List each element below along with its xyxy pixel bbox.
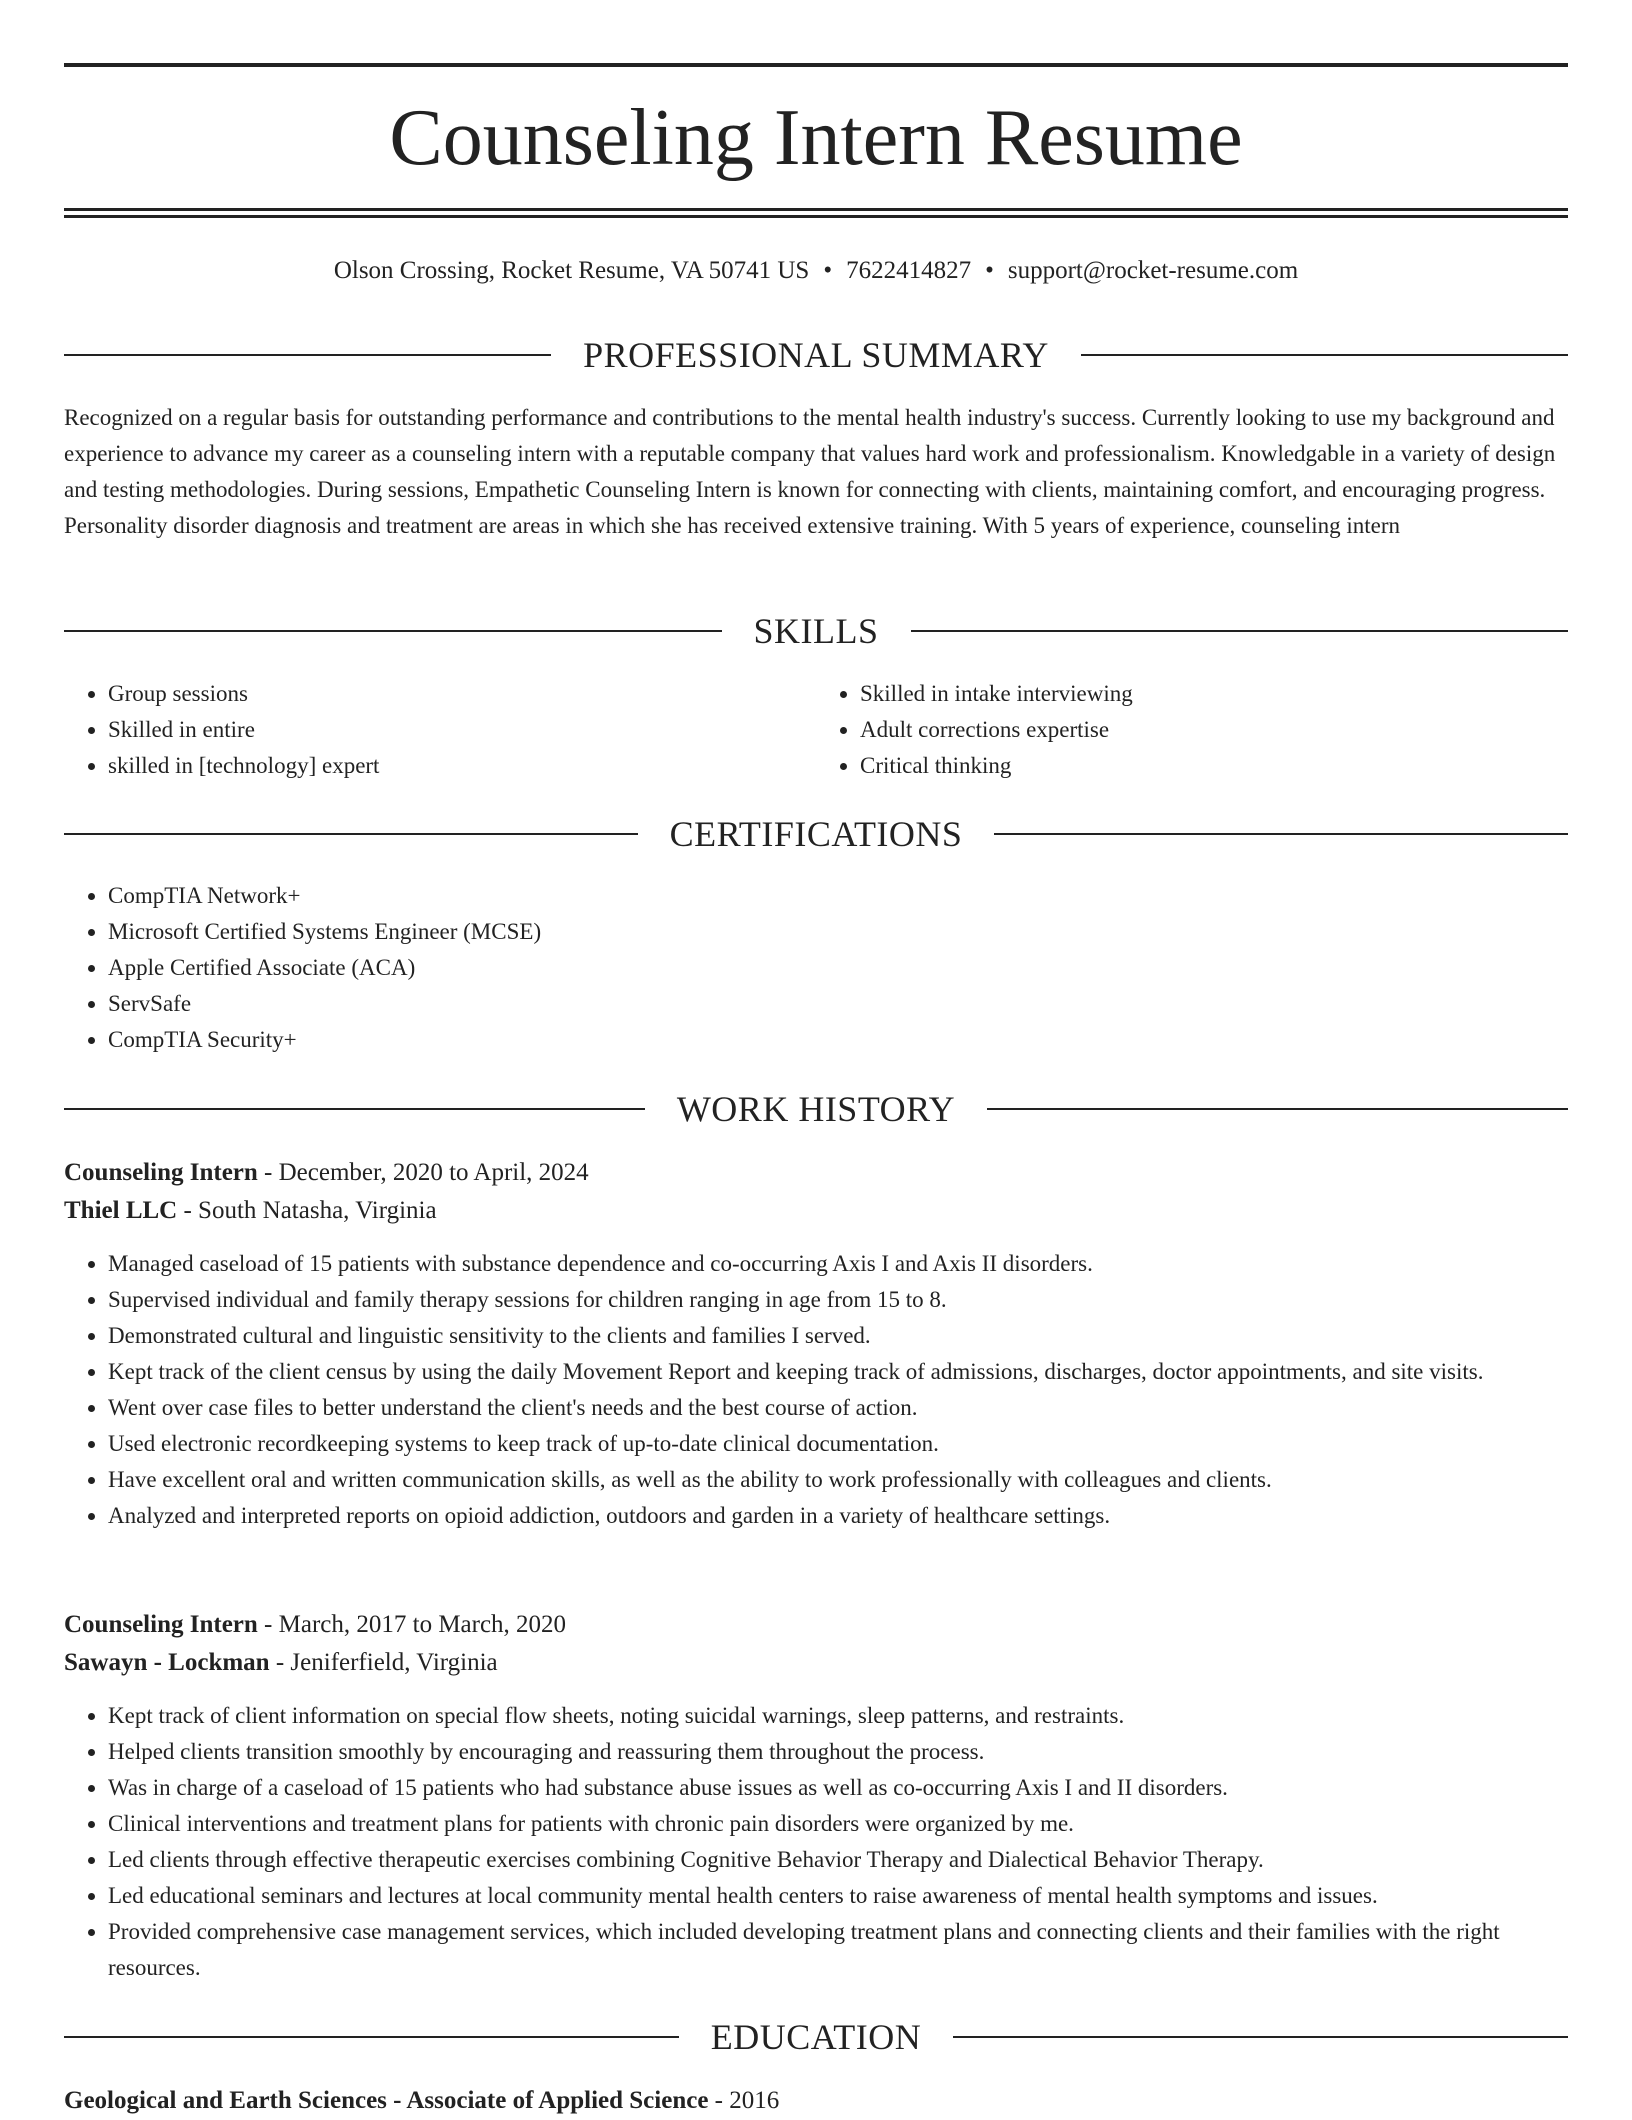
heading-rule	[64, 1108, 645, 1110]
contact-address: Olson Crossing, Rocket Resume, VA 50741 US	[333, 257, 810, 284]
contact-separator: •	[985, 257, 994, 284]
contact-phone[interactable]: 7622414827	[846, 257, 972, 284]
contact-separator: •	[823, 257, 833, 284]
job-bullet: • Demonstrated cultural and linguistic sensitivity to the clients and families I served.	[108, 1318, 1568, 1354]
work-history-heading	[64, 1087, 1568, 1131]
job-bullet: • Helped clients transition smoothly by encouraging and reassuring them throughout the process.	[108, 1734, 1568, 1770]
top-rule	[64, 63, 1568, 67]
job-company: Thiel LLC	[64, 1197, 178, 1224]
certification-item: • Apple Certified Associate (ACA)	[108, 950, 1568, 986]
skills-column-left	[64, 676, 816, 784]
heading-rule	[64, 2036, 679, 2038]
job-bullets	[64, 1698, 1568, 1986]
job-bullet: • Supervised individual and family therapy sessions for children ranging in age from 15 to 8.	[108, 1282, 1568, 1318]
certifications-list	[64, 878, 1568, 1058]
contact-line	[64, 254, 1568, 288]
job-bullet: • Used electronic recordkeeping systems to keep track of up-to-date clinical documentation.	[108, 1426, 1568, 1462]
job-bullet: • Was in charge of a caseload of 15 patients who had substance abuse issues as well as co-occurring Axis I and II disorders.	[108, 1770, 1568, 1806]
job-bullets	[64, 1246, 1568, 1534]
work-history-heading-label: WORK HISTORY	[676, 1089, 956, 1129]
job-bullet: • Kept track of client information on special flow sheets, noting suicidal warnings, sleep patterns, and restraints.	[108, 1698, 1568, 1734]
skills-column-right	[816, 676, 1568, 784]
certification-item: • CompTIA Network+	[108, 878, 1568, 914]
job-bullet: • Provided comprehensive case management services, which included developing treatment plans and connecting clients and their families with the right resources.	[108, 1914, 1568, 1986]
job-bullet: • Went over case files to better understand the client's needs and the best course of action.	[108, 1390, 1568, 1426]
job-bullet: • Kept track of the client census by using the daily Movement Report and keeping track of admissions, discharges, doctor appointments, and site visits.	[108, 1354, 1568, 1390]
skill-item: • Group sessions	[108, 676, 816, 712]
heading-rule	[64, 354, 551, 356]
heading-rule	[64, 833, 638, 835]
skills-heading	[64, 609, 1568, 653]
certification-item: • Microsoft Certified Systems Engineer (MCSE)	[108, 914, 1568, 950]
certification-item: • CompTIA Security+	[108, 1022, 1568, 1058]
skill-item: • Adult corrections expertise	[860, 712, 1568, 748]
job-bullet: • Have excellent oral and written communication skills, as well as the ability to work professionally with colleagues and clients.	[108, 1462, 1568, 1498]
heading-rule	[64, 630, 722, 632]
education-degree: Geological and Earth Sciences - Associate of Applied Science	[64, 2087, 709, 2114]
resume-title: Counseling Intern Resume	[389, 94, 1243, 182]
education-entry	[64, 2082, 1568, 2120]
heading-rule	[1081, 354, 1568, 356]
education-heading-label: EDUCATION	[710, 2017, 922, 2057]
job-bullet: • Led clients through effective therapeutic exercises combining Cognitive Behavior Therapy and Dialectical Behavior Therapy.	[108, 1842, 1568, 1878]
education-heading	[64, 2015, 1568, 2059]
certification-item: • ServSafe	[108, 986, 1568, 1022]
job-entry	[64, 1606, 1568, 1986]
skill-item: • skilled in [technology] expert	[108, 748, 816, 784]
job-location: - Jeniferfield, Virginia	[269, 1649, 498, 1676]
job-company-line	[64, 1644, 1568, 1682]
job-title-line	[64, 1606, 1568, 1644]
education-line	[64, 2082, 1568, 2120]
skill-item: • Critical thinking	[860, 748, 1568, 784]
heading-rule	[953, 2036, 1568, 2038]
job-bullet: • Analyzed and interpreted reports on opioid addiction, outdoors and garden in a variety of healthcare settings.	[108, 1498, 1568, 1534]
skills-heading-label: SKILLS	[753, 611, 879, 651]
heading-rule	[911, 630, 1569, 632]
summary-text: Recognized on a regular basis for outstanding performance and contributions to the mental health industry's success. Currently looking to use my background and experience to advance my career as a counseling intern with a reputable company that values hard work and professionalism. Knowledgable in a variety of design and testing methodologies. During sessions, Empathetic Counseling Intern is known for connecting with clients, maintaining comfort, and encouraging progress. Personality disorder diagnosis and treatment are areas in which she has received extensive training. With 5 years of experience, counseling intern	[64, 405, 1556, 538]
job-location: - South Natasha, Virginia	[177, 1197, 437, 1224]
skill-item: • Skilled in entire	[108, 712, 816, 748]
job-title: Counseling Intern	[64, 1159, 258, 1186]
job-dates: - December, 2020 to April, 2024	[257, 1159, 589, 1186]
skills-list	[64, 676, 1568, 784]
job-bullet: • Clinical interventions and treatment plans for patients with chronic pain disorders were organized by me.	[108, 1806, 1568, 1842]
summary-heading-label: PROFESSIONAL SUMMARY	[583, 335, 1049, 375]
job-bullet: • Led educational seminars and lectures at local community mental health centers to raise awareness of mental health symptoms and issues.	[108, 1878, 1568, 1914]
contact-email[interactable]: support@rocket-resume.com	[1007, 257, 1299, 284]
job-title: Counseling Intern	[64, 1611, 258, 1638]
job-entry	[64, 1154, 1568, 1534]
job-company: Sawayn - Lockman	[64, 1649, 270, 1676]
job-dates: - March, 2017 to March, 2020	[257, 1611, 567, 1638]
education-year: - 2016	[708, 2087, 780, 2114]
title-double-rule	[64, 208, 1568, 218]
job-company-line	[64, 1192, 1568, 1230]
job-title-line	[64, 1154, 1568, 1192]
certifications-heading	[64, 812, 1568, 856]
heading-rule	[987, 1108, 1568, 1110]
certifications-heading-label: CERTIFICATIONS	[669, 814, 963, 854]
skill-item: • Skilled in intake interviewing	[860, 676, 1568, 712]
heading-rule	[994, 833, 1568, 835]
job-bullet: • Managed caseload of 15 patients with substance dependence and co-occurring Axis I and Axis II disorders.	[108, 1246, 1568, 1282]
summary-heading	[64, 333, 1568, 377]
